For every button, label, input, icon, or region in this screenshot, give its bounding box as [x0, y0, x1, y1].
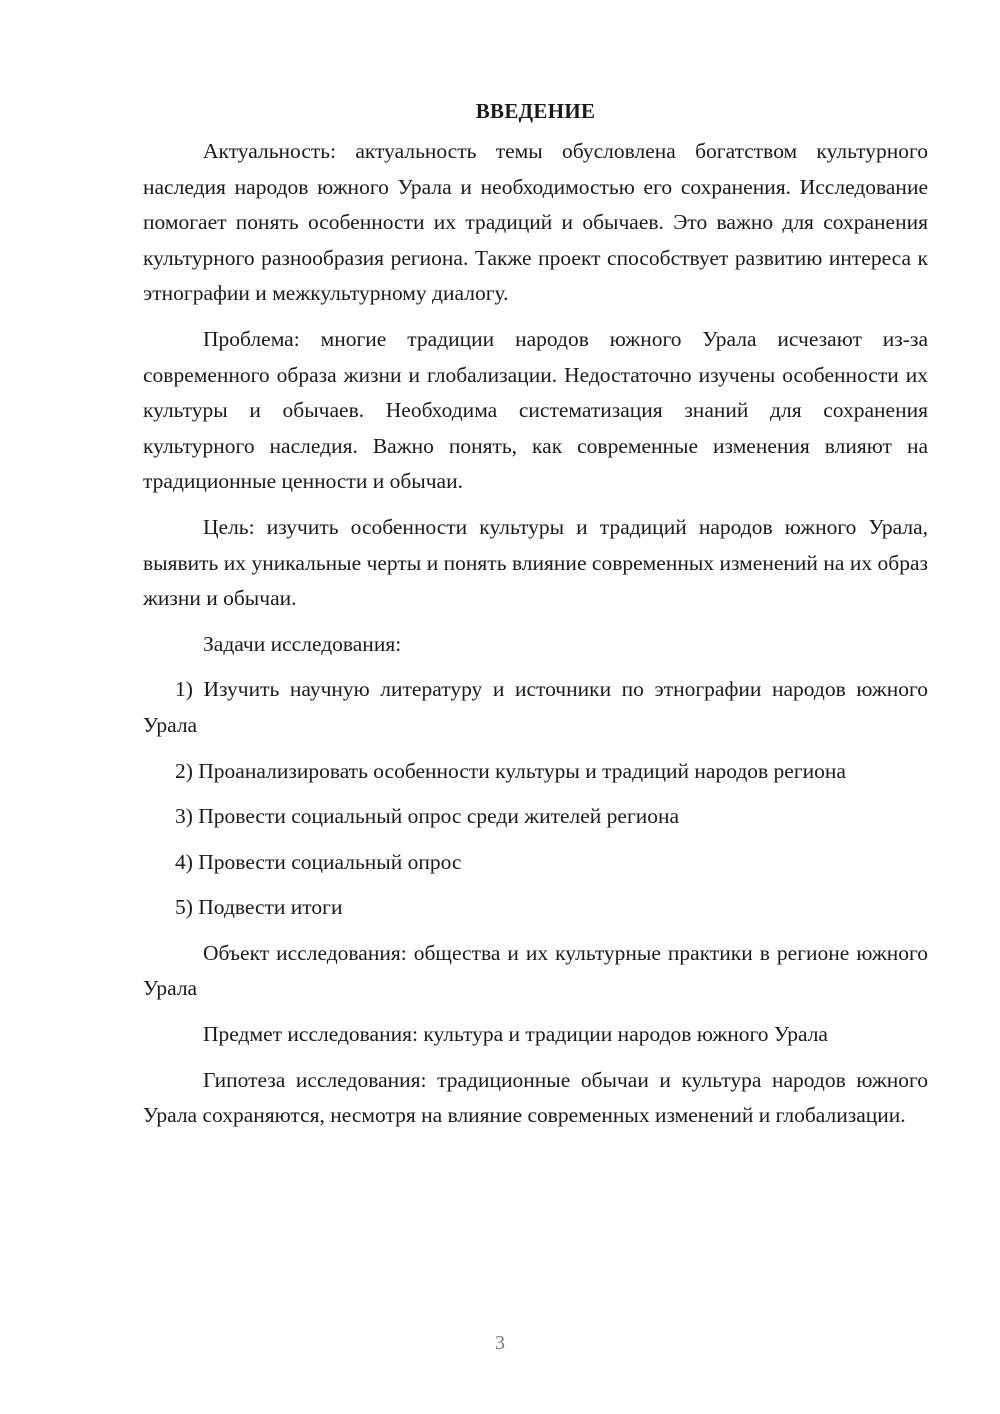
page-number: 3: [495, 1332, 505, 1354]
page-title: ВВЕДЕНИЕ: [475, 99, 596, 123]
paragraph-object: Объект исследования: общества и их культурные практики в регионе южного Урала: [143, 940, 928, 1001]
task-item-4: 4) Провести социальный опрос: [175, 849, 462, 874]
task-item-2: 2) Проанализировать особенности культуры и традиций народов региона: [175, 758, 846, 783]
paragraph-relevance: Актуальность: актуальность темы обусловлена богатством культурного наследия народов южного Урала и необходимостью его сохранения. Исследование помогает понять особенности их традиций и обычаев. Это важно для сохранения культурного разнообразия региона. Также проект способствует развитию интереса к этнографии и межкультурному диалогу.: [143, 139, 928, 306]
paragraph-goal: Цель: изучить особенности культуры и традиций народов южного Урала, выявить их уникальные черты и понять влияние современных изменений на их образ жизни и обычаи.: [143, 514, 928, 611]
tasks-heading: Задачи исследования:: [203, 631, 402, 656]
task-item-3: 3) Провести социальный опрос среди жителей региона: [175, 804, 680, 829]
page-content: [143, 98, 928, 1134]
paragraph-problem: Проблема: многие традиции народов южного Урала исчезают из-за современного образа жизни и глобализации. Недостаточно изучены особенности их культуры и обычаев. Необходима систематизация знаний для сохранения культурного наследия. Важно понять, как современные изменения влияют на традиционные ценности и обычаи.: [143, 326, 928, 494]
task-item-1: 1) Изучить научную литературу и источники по этнографии народов южного Урала: [143, 677, 928, 737]
task-item-5: 5) Подвести итоги: [175, 895, 343, 920]
paragraph-subject: Предмет исследования: культура и традиции народов южного Урала: [203, 1022, 828, 1047]
paragraph-hypothesis: Гипотеза исследования: традиционные обычаи и культура народов южного Урала сохраняются, несмотря на влияние современных изменений и глобализации.: [143, 1067, 928, 1128]
